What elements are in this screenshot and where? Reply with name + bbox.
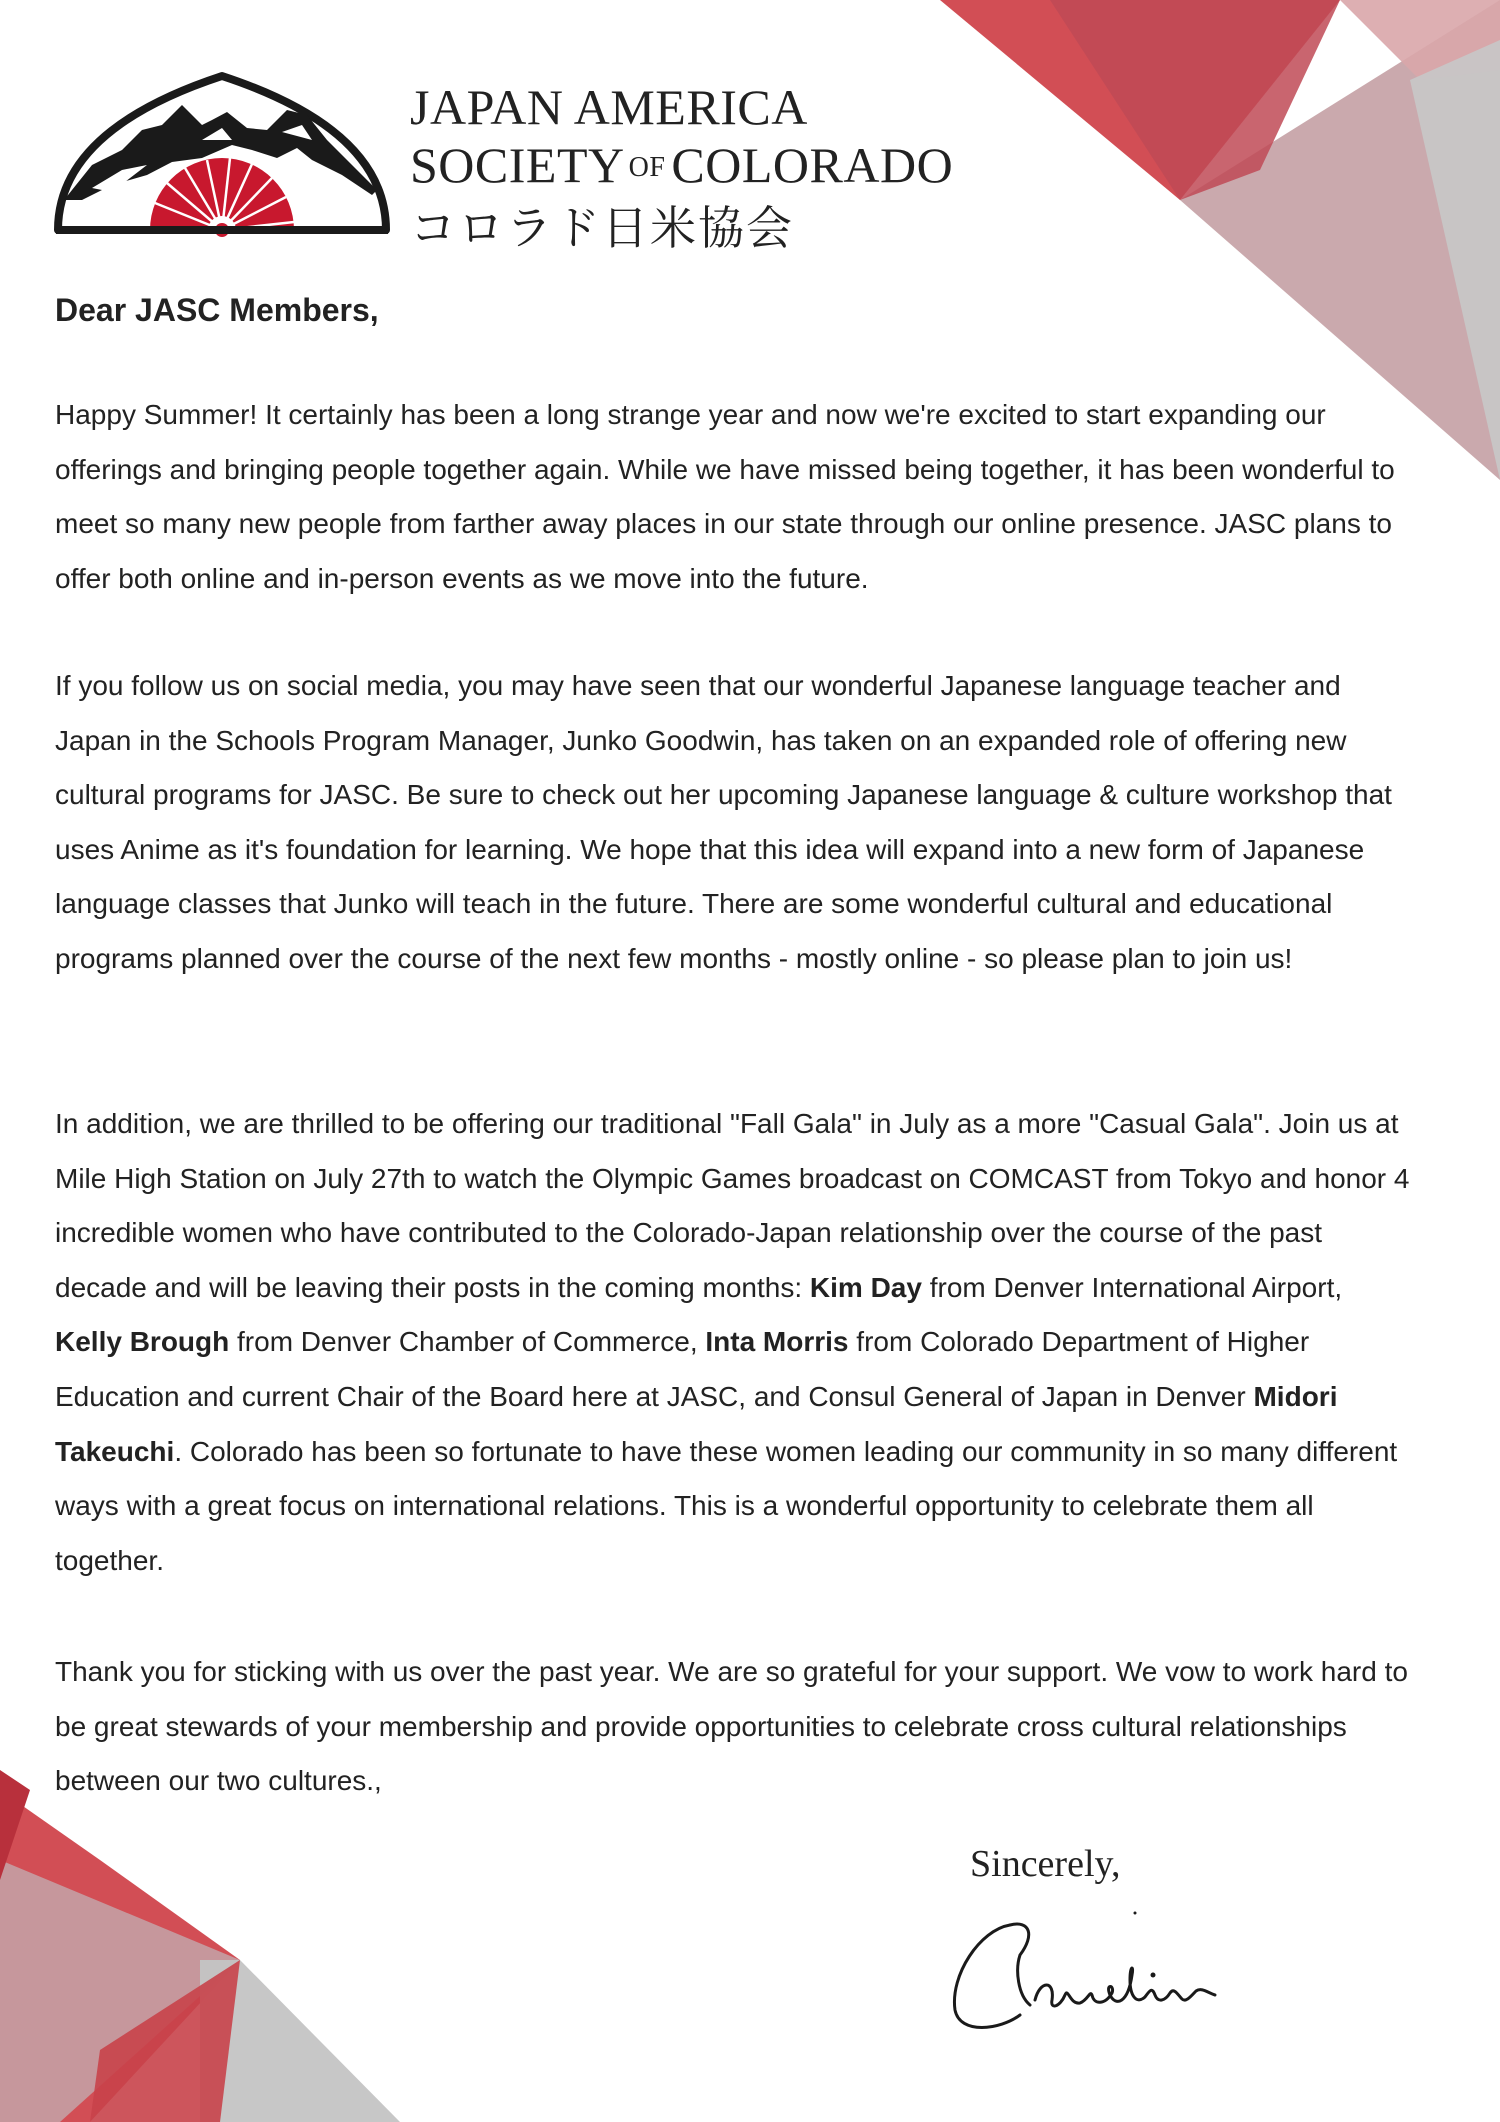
org-name-society: SOCIETY (410, 137, 625, 193)
honoree-inta-morris: Inta Morris (705, 1326, 849, 1358)
paragraph-3 (55, 1097, 1415, 1588)
organization-name (410, 78, 953, 259)
p3-text-1: In addition, we are thrilled to be offering our traditional "Fall Gala" in July as a more "Casual Gala". Join us at Mile High Station on July 27th to watch the Olympic Games broadcast on COMCAST from Tokyo and honor 4 incredible women who have contributed to the Colorado-Japan relationship over the course of the past decade and will be leaving their posts in the coming months: (55, 1108, 1410, 1303)
honoree-kelly-brough: Kelly Brough (55, 1326, 230, 1358)
org-name-line2 (410, 136, 953, 197)
letter-greeting: Dear JASC Members, (55, 292, 379, 328)
p3-text-4: from Colorado Department of Higher Education and current Chair of the Board here at JASC, and Consul General of Japan in Denver (55, 1326, 1310, 1412)
paragraph-2: If you follow us on social media, you may have seen that our wonderful Japanese language teacher and Japan in the Schools Program Manager, Junko Goodwin, has taken on an expanded role of offering new cultural programs for JASC. Be sure to check out her upcoming Japanese language & culture workshop that uses Anime as it's foundation for learning. We hope that this idea will expand into a new form of Japanese language classes that Junko will teach in the future. There are some wonderful cultural and educational programs planned over the course of the next few months - mostly online - so please plan to join us! (55, 670, 1392, 974)
paragraph-4: Thank you for sticking with us over the past year. We are so grateful for your support. We vow to work hard to be great stewards of your membership and provide opportunities to celebrate cross cultural relationships between our two cultures., (55, 1656, 1408, 1797)
org-name-japanese: コロラド日米協会 (410, 201, 794, 255)
honoree-kim-day: Kim Day (809, 1271, 922, 1303)
honoree-midori-takeuchi: Midori Takeuchi (55, 1380, 1338, 1467)
org-name-line1: JAPAN AMERICA (410, 79, 808, 135)
letter-closing: Sincerely, (970, 1843, 1121, 1885)
paragraph-1: Happy Summer! It certainly has been a long strange year and now we're excited to start expanding our offerings and bringing people together again. While we have missed being together, it has been wonderful to meet so many new people from farther away places in our state through our online presence. JASC plans to offer both online and in-person events as we move into the future. (55, 399, 1395, 594)
org-name-of: OF (628, 152, 666, 183)
p3-text-2: from Denver International Airport, (921, 1271, 1343, 1303)
mountain-fan-logo-icon (52, 70, 392, 242)
p3-text-5: . Colorado has been so fortunate to have these women leading our community in so many different ways with a great focus on international relations. This is a wonderful opportunity to celebrate them all together. (55, 1435, 1398, 1576)
p3-text-3: from Denver Chamber of Commerce, (229, 1326, 706, 1358)
handwritten-signature (940, 1895, 1280, 2045)
org-name-colorado: COLORADO (671, 137, 954, 193)
